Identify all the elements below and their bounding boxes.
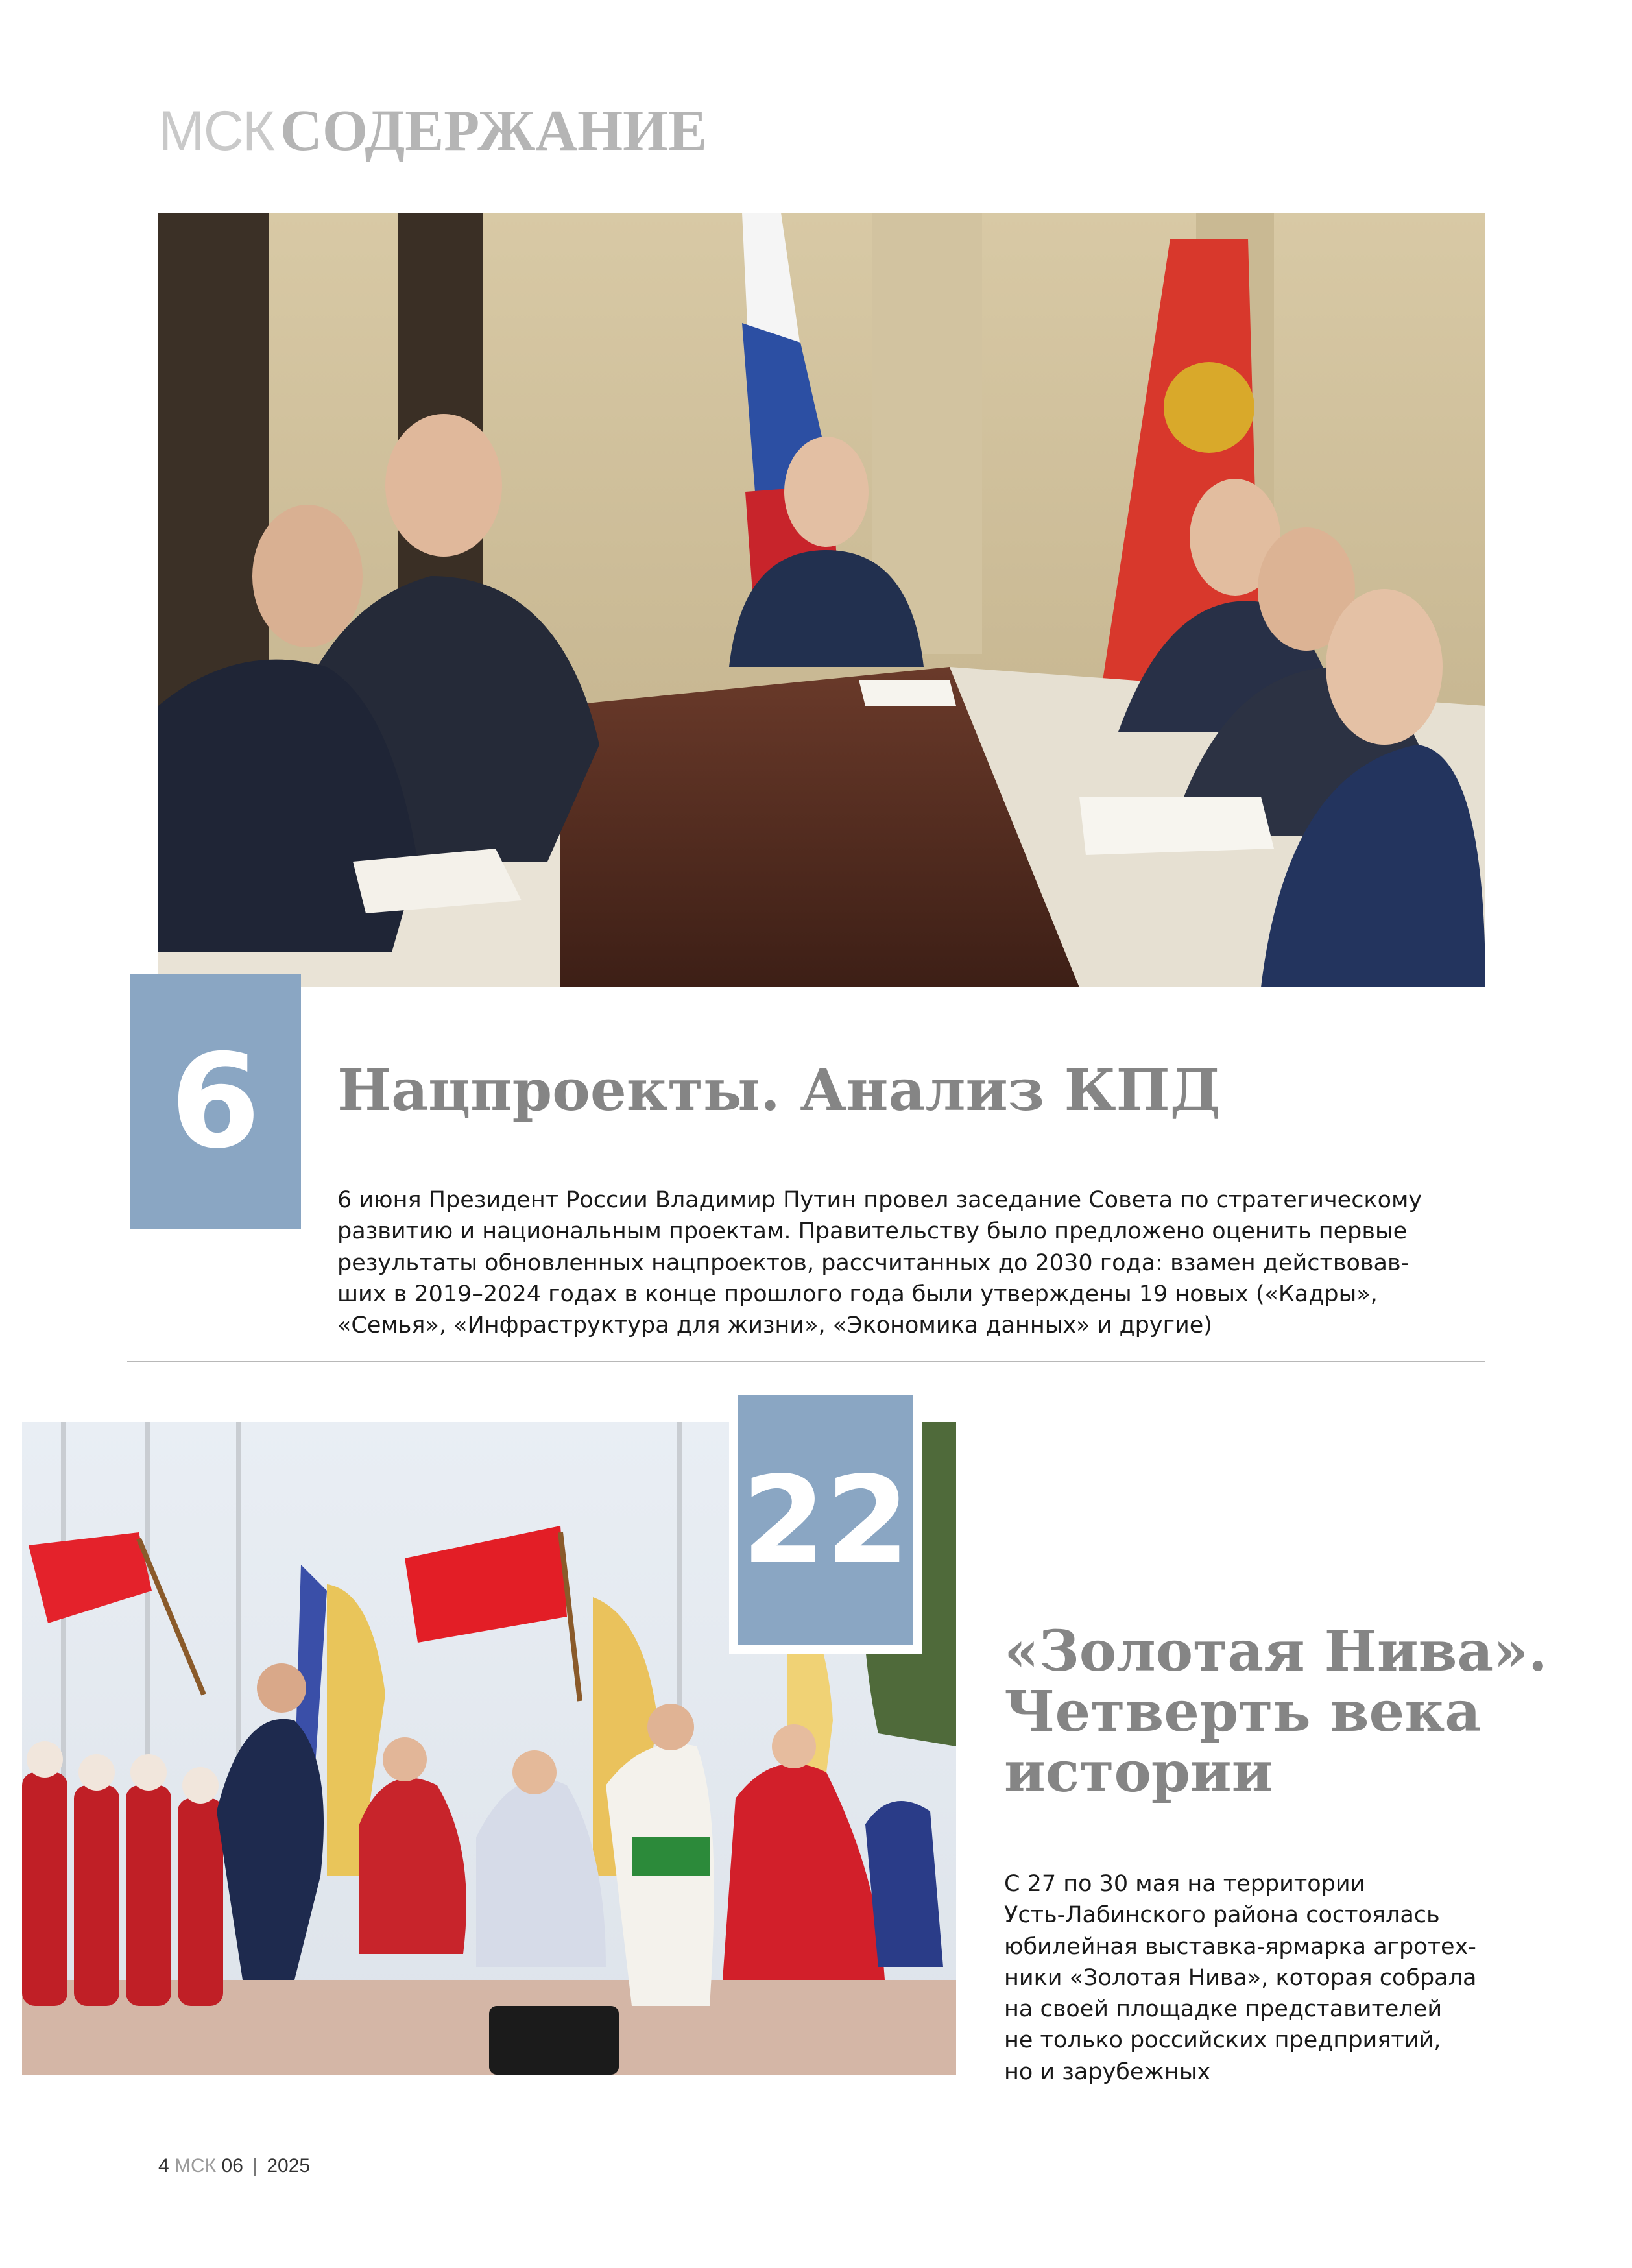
lead-line: но и зарубежных — [1004, 2058, 1211, 2085]
article-lead — [1004, 1868, 1575, 2088]
footer-page-number: 4 — [158, 2155, 169, 2177]
lead-line: «Семья», «Инфраструктура для жизни», «Экономика данных» и другие) — [337, 1312, 1212, 1339]
lead-line: юбилейная выставка-ярмарка агротех- — [1004, 1933, 1476, 1960]
lead-line: не только российских предприятий, — [1004, 2027, 1441, 2054]
lead-line: результаты обновленных нацпроектов, рассчитанных до 2030 года: взамен действовав- — [337, 1249, 1410, 1276]
footer-issue: 06 — [221, 2155, 243, 2177]
footer-year: 2025 — [267, 2155, 311, 2177]
page-footer — [158, 2155, 310, 2177]
meeting-photo-illustration — [158, 213, 1485, 987]
meeting-photo[interactable] — [158, 213, 1485, 987]
article-title[interactable] — [1004, 1619, 1601, 1805]
lead-line: Усть-Лабинского района состоялась — [1004, 1902, 1440, 1929]
magazine-brand: МСК — [158, 100, 274, 162]
lead-line: ники «Золотая Нива», которая собрала — [1004, 1964, 1477, 1991]
lead-line: развитию и национальным проектам. Правительству было предложено оценить первые — [337, 1218, 1408, 1245]
section-title: СОДЕРЖАНИЕ — [280, 99, 708, 163]
lead-line: С 27 по 30 мая на территории — [1004, 1871, 1365, 1897]
section-divider — [127, 1361, 1485, 1362]
page-number-badge: 6 — [130, 974, 301, 1229]
title-line: истории — [1004, 1739, 1273, 1805]
footer-separator: | — [252, 2155, 258, 2177]
footer-brand: МСК — [174, 2155, 217, 2177]
article-lead — [337, 1185, 1422, 1341]
title-line: «Золотая Нива». — [1004, 1619, 1548, 1684]
page-number-badge: 22 — [729, 1386, 922, 1654]
lead-line: 6 июня Президент России Владимир Путин провел заседание Совета по стратегическому — [337, 1187, 1422, 1213]
lead-line: ших в 2019–2024 годах в конце прошлого года были утверждены 19 новых («Кадры», — [337, 1281, 1378, 1307]
title-line: Четверть века — [1004, 1678, 1482, 1744]
lead-line: на своей площадке представителей — [1004, 1996, 1443, 2023]
article-title[interactable]: Нацпроекты. Анализ КПД — [337, 1056, 1221, 1124]
section-header — [158, 97, 707, 169]
